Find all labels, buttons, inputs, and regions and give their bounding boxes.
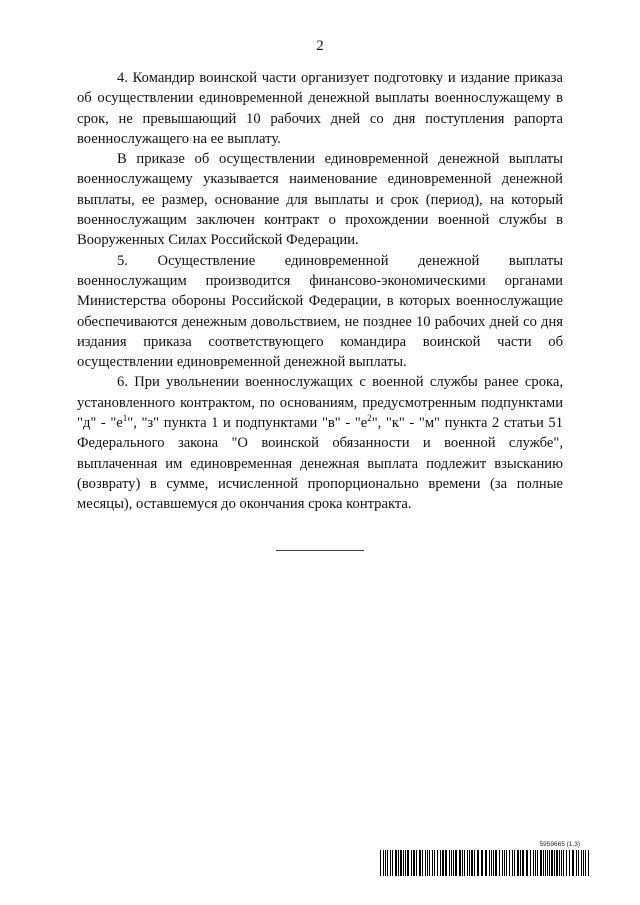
barcode-bar bbox=[383, 850, 384, 876]
barcode-bar bbox=[432, 850, 433, 876]
barcode-bar bbox=[530, 850, 531, 876]
barcode-bar bbox=[526, 850, 528, 876]
barcode-bar bbox=[576, 850, 577, 876]
barcode-bar bbox=[506, 850, 507, 876]
barcode-icon bbox=[380, 850, 590, 876]
barcode-bar bbox=[559, 850, 560, 876]
superscript-1: 1 bbox=[122, 413, 128, 424]
end-divider-line bbox=[276, 550, 364, 551]
barcode-bar bbox=[545, 850, 546, 876]
barcode-bar bbox=[398, 850, 399, 876]
barcode-bar bbox=[540, 850, 542, 876]
superscript-2: 2 bbox=[367, 413, 372, 424]
barcode-bar bbox=[504, 850, 505, 876]
barcode-bar bbox=[520, 850, 521, 876]
barcode-bar bbox=[437, 850, 438, 876]
barcode-bar bbox=[467, 850, 468, 876]
barcode-bar bbox=[425, 850, 426, 876]
barcode-bar bbox=[442, 850, 444, 876]
barcode-bar bbox=[535, 850, 536, 876]
barcode-bar bbox=[499, 850, 500, 876]
barcode-bar bbox=[390, 850, 391, 876]
barcode-bar bbox=[405, 850, 406, 876]
barcode-bar bbox=[429, 850, 430, 876]
barcode-bar bbox=[477, 850, 479, 876]
barcode-bar bbox=[585, 850, 586, 876]
paragraph-4-order-contents: В приказе об осуществлении единовременной денежной выплаты военнослужащему указывается наименование единовременной денежной выплаты, ее размер, основание для выплаты и срок (период), на который военнослужащим заключен контракт о прохождении военной службы в Вооруженных Силах Российской Федерации. bbox=[77, 151, 563, 249]
barcode-bar bbox=[464, 850, 465, 876]
barcode-bar bbox=[422, 850, 423, 876]
barcode-bar bbox=[522, 850, 524, 876]
document-body bbox=[77, 68, 563, 515]
paragraph-6-text-c: ", "к" - "м" пункта 2 статьи 51 Федерального закона "О воинской обязанности и военной службе", выплаченная им единовременная денежная выплата подлежит взысканию (возврату) в сумме, исчисленной пропорционально времени (за полные месяцы), оставшемуся до окончания срока контракта. bbox=[77, 415, 564, 513]
barcode-bar bbox=[455, 850, 457, 876]
barcode-bar bbox=[471, 850, 473, 876]
barcode-bar bbox=[517, 850, 519, 876]
barcode-bar bbox=[581, 850, 582, 876]
barcode-bar bbox=[502, 850, 503, 876]
barcode-bar bbox=[491, 850, 492, 876]
barcode-bar bbox=[459, 850, 461, 876]
barcode-bar bbox=[489, 850, 490, 876]
barcode-bar bbox=[453, 850, 454, 876]
barcode-bar bbox=[588, 850, 589, 876]
barcode-bar bbox=[462, 850, 463, 876]
paragraph-4: 4. Командир воинской части организует подготовку и издание приказа об осуществлении единовременной денежной выплаты военнослужащему в срок, не превышающий 10 рабочих дней со дня поступления рапорта военнослужащего на ее выплату. bbox=[77, 70, 563, 147]
barcode-bar bbox=[554, 850, 555, 876]
barcode-bar bbox=[514, 850, 515, 876]
barcode-bar bbox=[556, 850, 558, 876]
barcode-bar bbox=[440, 850, 441, 876]
barcode-bar bbox=[419, 850, 421, 876]
barcode-bar bbox=[561, 850, 562, 876]
barcode-bar bbox=[493, 850, 494, 876]
barcode-bar bbox=[485, 850, 487, 876]
barcode-bar bbox=[509, 850, 510, 876]
barcode-bar bbox=[543, 850, 544, 876]
barcode-bar bbox=[572, 850, 574, 876]
barcode-bar bbox=[566, 850, 567, 876]
barcode-bar bbox=[578, 850, 579, 876]
barcode-bar bbox=[481, 850, 483, 876]
barcode-bar bbox=[400, 850, 402, 876]
barcode-bar bbox=[449, 850, 450, 876]
barcode-bar bbox=[547, 850, 548, 876]
barcode-bar bbox=[403, 850, 404, 876]
barcode-bar bbox=[451, 850, 452, 876]
barcode-bar bbox=[392, 850, 393, 876]
barcode-bar bbox=[380, 850, 381, 876]
barcode-bar bbox=[469, 850, 470, 876]
barcode-bar bbox=[549, 850, 550, 876]
paragraph-6 bbox=[77, 372, 563, 514]
barcode-bar bbox=[495, 850, 497, 876]
barcode-bar bbox=[569, 850, 570, 876]
barcode-bar bbox=[551, 850, 553, 876]
barcode-bar bbox=[407, 850, 409, 876]
barcode-bar bbox=[445, 850, 447, 876]
barcode-bar bbox=[537, 850, 538, 876]
paragraph-5: 5. Осуществление единовременной денежной выплаты военнослужащим производится финансово-экономическими органами Министерства обороны Российской Федерации, в которых военнослужащие обеспечиваются денежным довольствием, не позднее 10 рабочих дней со дня издания приказа соответствующего командира воинской части об осуществлении единовременной денежной выплаты. bbox=[77, 252, 563, 371]
barcode-bar bbox=[387, 850, 388, 876]
page-number: 2 bbox=[316, 38, 324, 54]
barcode-bar bbox=[563, 850, 564, 876]
barcode-code: 5959665 (1.3) bbox=[539, 841, 580, 848]
barcode-bar bbox=[512, 850, 513, 876]
barcode-bar bbox=[474, 850, 475, 876]
barcode-bar bbox=[413, 850, 415, 876]
barcode-bar bbox=[427, 850, 428, 876]
paragraph-6-text-a: 6. При увольнении военнослужащих с военной службы ранее срока, установленного контрактом, по основаниям, предусмотренным подпунктами "д" - "е bbox=[77, 374, 563, 432]
barcode-bar bbox=[385, 850, 386, 876]
barcode-bar bbox=[395, 850, 397, 876]
barcode-bar bbox=[416, 850, 417, 876]
barcode-bar bbox=[434, 850, 435, 876]
barcode-bar bbox=[583, 850, 584, 876]
barcode-bar bbox=[411, 850, 412, 876]
paragraph-6-text-b: ", "з" пункта 1 и подпунктами "в" - "е bbox=[127, 415, 368, 432]
barcode-bar bbox=[533, 850, 534, 876]
